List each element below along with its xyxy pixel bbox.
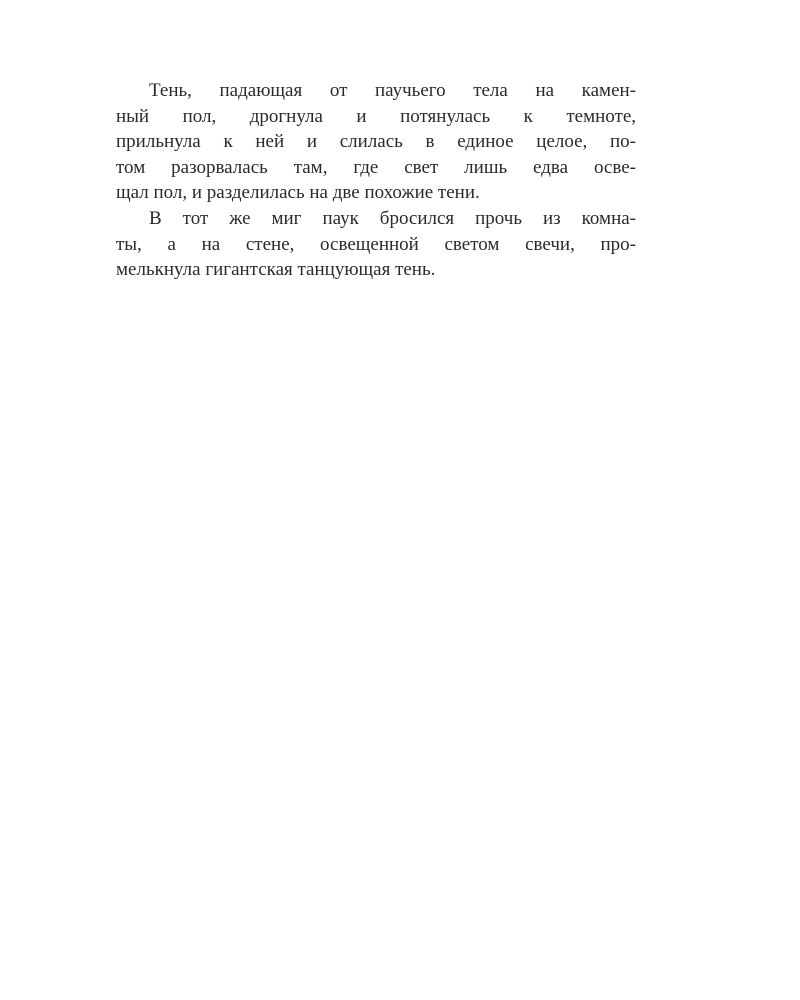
text-line: Тень, падающая от паучьего тела на камен-: [149, 80, 636, 101]
text-line: ты, а на стене, освещенной светом свечи, про-: [116, 233, 636, 255]
text-line: мелькнула гигантская танцующая тень.: [116, 259, 436, 281]
text-line: щал пол, и разделилась на две похожие тени.: [116, 182, 480, 204]
text-line: том разорвалась там, где свет лишь едва осве-: [116, 156, 636, 178]
paragraph: [116, 206, 636, 283]
text-line: прильнула к ней и слилась в единое целое, по-: [116, 131, 636, 153]
text-line: ный пол, дрогнула и потянулась к темноте,: [116, 105, 636, 127]
body-text: [116, 78, 636, 283]
paragraph: [116, 78, 636, 206]
text-line: В тот же миг паук бросился прочь из комна-: [149, 207, 636, 229]
